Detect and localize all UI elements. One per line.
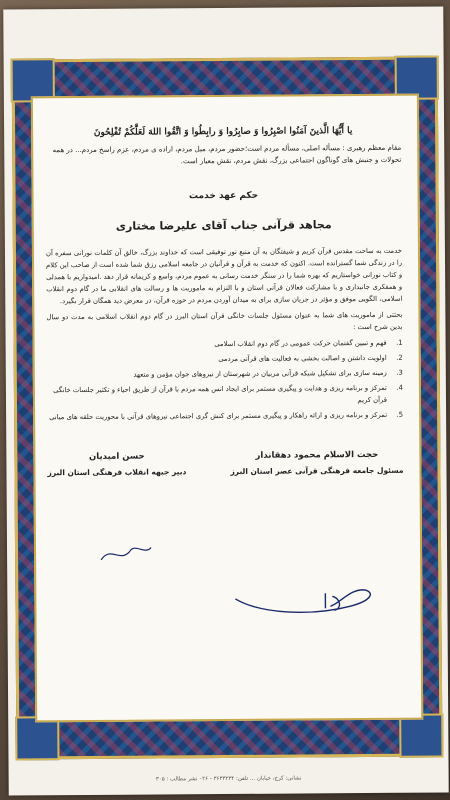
signer-name: حجت الاسلام محمود دهقاندار [255,449,379,461]
recipient-name: مجاهد قرآنی جناب آقای علیرضا مختاری [115,218,332,233]
list-item: 5. تمرکز و برنامه ریزی و ارائه راهکار و پیگیری مستمر برای کنش گری اجتماعی نیروهای قرآنی با محوریت حلقه های میانی [49,410,404,422]
quran-verse: يا أَيُّهَا الَّذينَ آمَنُوا اصْبِرُوا وَ صابِرُوا وَ رابِطُوا وَ اتَّقُوا اللهَ لَعَلَّكُمْ تُفْلِحُونَ [93,126,353,138]
duties-list [47,337,404,423]
corner-ornament [15,716,59,760]
decorative-border [12,57,443,760]
certificate-content [31,94,423,723]
signer-name: حسن امیدیان [88,451,145,462]
document-title: حکم عهد خدمت [188,190,259,202]
missions-intro: بحثتی از ماموریت های شما به عنوان مسئول جلسات خانگی قرآن استان البرز در گام دوم انقلاب اسلامی به مدت دو سال بدین شرح است : [46,310,403,332]
list-item: 1. فهم و تبیین گفتمان حرکت عمومی در گام دوم انقلاب اسلامی [214,338,403,349]
signature-block-right [230,447,403,480]
signer-role: دبیر جبهه انقلاب فرهنگی استان البرز [47,467,187,478]
corner-ornament [399,713,443,757]
list-item: 3. زمینه سازی برای تشکیل شبکه قرآنی مربیان در شهرستان از نیروهای جوان مؤمن و متعهد [133,368,403,379]
leader-quote: مقام معظم رهبری : مسأله اصلی، مسأله مردم است؛حضور مردم، میل مردم، اراده ی مردم، عزم راسخ مردم... در همه تحولات و جنبش های گوناگون اجتماعی بزرگ، نقش مردم، نقش معیار است. [52,143,402,166]
signer-role: مسئول جامعه فرهنگی قرآنی عصر استان البرز [230,465,404,476]
signatures [47,447,403,481]
certificate-sheet [3,6,448,795]
handwritten-initial [96,539,156,569]
signature-block-left [47,448,186,481]
handwritten-signature [230,568,380,619]
footer-address: نشانی: کرج، خیابان ... تلفن: ۳۶۳۳۲۳۴ - ۰۲۶ نشر مطالب : ۳۰۵ [155,775,302,783]
body-paragraph: خدمت به ساحت مقدس قرآن کریم و شیفتگان به آن منبع نور توفیقی است که خداوند بزرگ، خالق آن کلمات نورانی سفره آن را در زندگی شما گسترانده است. اکنون که خدمت به قرآن و قرآنیان در جامعه اسلامی رزق شما شده است از صاحب این کلام و کتاب نورانی خواستاریم که بهره شما را در سنگر خدمت رسانی به عموم مردم، واسع و کریمانه قرار دهد .امیدواریم با همدلی و همفکری جانبداری و با مشارکت فعالان قرآنی استان و با التزام به ماموریت ها و رسالت های انقلابی ما در گام دوم انقلاب اسلامی، الگویی موفق و مؤثر در جریان سازی برای به میدان آوردن مردم در حوزه قرآن، در معرض دید همگان قرار بگیرد. [45,246,403,306]
list-item: 4. تمرکز و برنامه ریزی و هدایت و پیگیری مستمر برای ایجاد انس همه مردم با قرآن از طریق احیاء و تکثیر جلسات خانگی قرآن کریم [53,383,403,405]
list-item: 2. اولویت داشتن و اصالت بخشی به فعالیت های قرآنی مردمی [218,353,403,364]
